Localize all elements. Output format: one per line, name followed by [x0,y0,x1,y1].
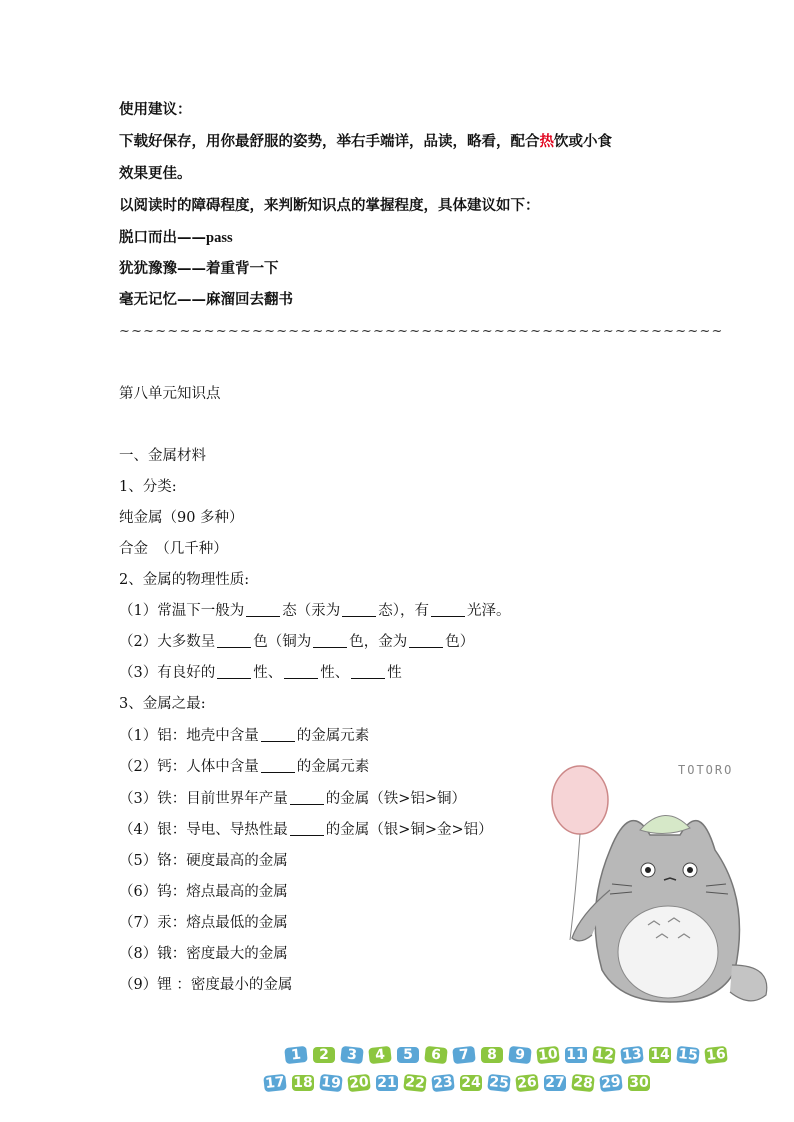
advice-line-2: 效果更佳。 [119,165,192,182]
number-badge: 30 [629,1075,649,1091]
advice-item-3: 毫无记忆——麻溜回去翻书 [119,291,293,308]
fill-blank[interactable] [261,758,295,773]
classification-alloy: 合金 （几千种） [119,541,228,557]
advice-item-2: 犹犹豫豫——着重背一下 [119,260,279,277]
number-badge: 17 [264,1074,286,1092]
number-badge: 5 [397,1047,419,1063]
text: （3）铁：目前世界年产量 [119,791,288,807]
fill-blank[interactable] [261,727,295,742]
number-badge: 18 [293,1075,313,1091]
advice-item-1-label: 脱口而出—— [119,229,206,246]
number-badge: 26 [516,1074,538,1092]
text: 色，金为 [349,634,408,650]
text: （2）大多数呈 [119,634,216,650]
fill-blank[interactable] [342,602,376,617]
metal-record-5: （5）铬：硬度最高的金属 [119,853,288,869]
fill-blank[interactable] [217,633,251,648]
text: 的金属元素 [296,759,370,775]
number-row-1 [285,1044,733,1063]
advice-line-3: 以阅读时的障碍程度，来判断知识点的掌握程度，具体建议如下： [119,197,540,214]
text: （1）铝：地壳中含量 [119,728,259,744]
totoro-caption: TOTORO [678,763,734,777]
number-badge: 6 [424,1046,448,1064]
fill-blank[interactable] [284,664,318,679]
fill-blank[interactable] [351,664,385,679]
metal-record-6: （6）钨：熔点最高的金属 [119,884,288,900]
number-badge: 12 [593,1046,615,1064]
fill-blank[interactable] [217,664,251,679]
number-badge: 7 [452,1046,476,1064]
number-badge: 21 [377,1075,397,1091]
number-row-2 [264,1072,656,1091]
metal-record-1 [119,726,369,746]
text: 色） [445,634,475,650]
metal-record-3 [119,789,466,809]
tilde-divider: ~~~~~~~~~~~~~~~~~~~~~~~~~~~~~~~~~~~~~~~~~~~~~~~~~~ [119,324,724,339]
fill-blank[interactable] [290,821,324,836]
section-heading: 一、金属材料 [119,448,206,464]
advice-hot-word: 热 [539,133,554,150]
number-badge: 25 [488,1074,510,1092]
advice-title: 使用建议： [119,101,192,118]
advice-line-1 [119,132,612,152]
leaf-hat [640,815,690,833]
number-badge: 9 [508,1046,532,1064]
metal-record-8: （8）锇：密度最大的金属 [119,946,288,962]
metal-record-2 [119,757,369,777]
number-badge: 27 [545,1075,565,1091]
advice-line-1-text: 下载好保存，用你最舒服的姿势，举右手端详，品读，略看，配合 [119,133,540,150]
text: 光泽。 [466,603,511,619]
number-badge: 22 [404,1074,426,1092]
number-badge: 4 [368,1046,392,1064]
text: 色（铜为 [253,634,312,650]
text: 的金属元素 [296,728,370,744]
totoro-drawing [540,740,780,1030]
metal-record-4 [119,820,493,840]
text: （1）常温下一般为 [119,603,245,619]
number-badge: 29 [600,1074,622,1092]
classification-pure-metal: 纯金属（90 多种） [119,510,244,526]
totoro-belly [618,906,718,998]
number-badge: 8 [481,1047,503,1063]
fill-blank[interactable] [246,602,280,617]
text: （4）银：导电、导热性最 [119,822,288,838]
fill-blank[interactable] [409,633,443,648]
property-3 [119,663,402,683]
advice-item-1-value: pass [206,230,233,246]
metal-record-7: （7）汞：熔点最低的金属 [119,915,288,931]
number-badge: 11 [566,1047,586,1063]
fill-blank[interactable] [290,790,324,805]
number-badge: 10 [537,1046,559,1064]
number-badge: 15 [677,1046,699,1064]
text: 的金属（银>铜>金>铝） [325,822,493,838]
text: 性 [387,665,402,681]
number-badge: 14 [650,1047,670,1063]
number-badge: 23 [432,1074,454,1092]
balloon-shape [552,766,608,834]
number-badge: 2 [313,1047,335,1063]
text: 的金属（铁>铝>铜） [325,791,467,807]
physical-properties-heading: 2、金属的物理性质: [119,572,250,588]
fill-blank[interactable] [313,633,347,648]
number-badge: 20 [348,1074,370,1092]
fill-blank[interactable] [431,602,465,617]
number-badge: 28 [572,1074,594,1092]
property-2 [119,632,474,652]
advice-line-1-end: 饮或小食 [554,133,612,150]
text: （2）钙：人体中含量 [119,759,259,775]
number-badge: 1 [284,1046,308,1064]
metal-records-heading: 3、金属之最: [119,696,206,712]
metal-record-9: （9）锂 ：密度最小的金属 [119,977,293,993]
number-badge: 16 [705,1046,727,1064]
text: （3）有良好的 [119,665,216,681]
number-badge: 13 [621,1046,643,1064]
number-badge: 3 [340,1046,364,1064]
number-badge: 19 [320,1074,342,1092]
property-1 [119,601,510,621]
advice-item-1 [119,228,233,248]
text: 态），有 [378,603,429,619]
number-badge: 24 [461,1075,481,1091]
totoro-illustration [540,740,780,1034]
classification-heading: 1、分类: [119,479,177,495]
text: 性、 [320,665,350,681]
text: 性、 [253,665,283,681]
text: 态（汞为 [282,603,341,619]
unit-title: 第八单元知识点 [119,386,221,402]
